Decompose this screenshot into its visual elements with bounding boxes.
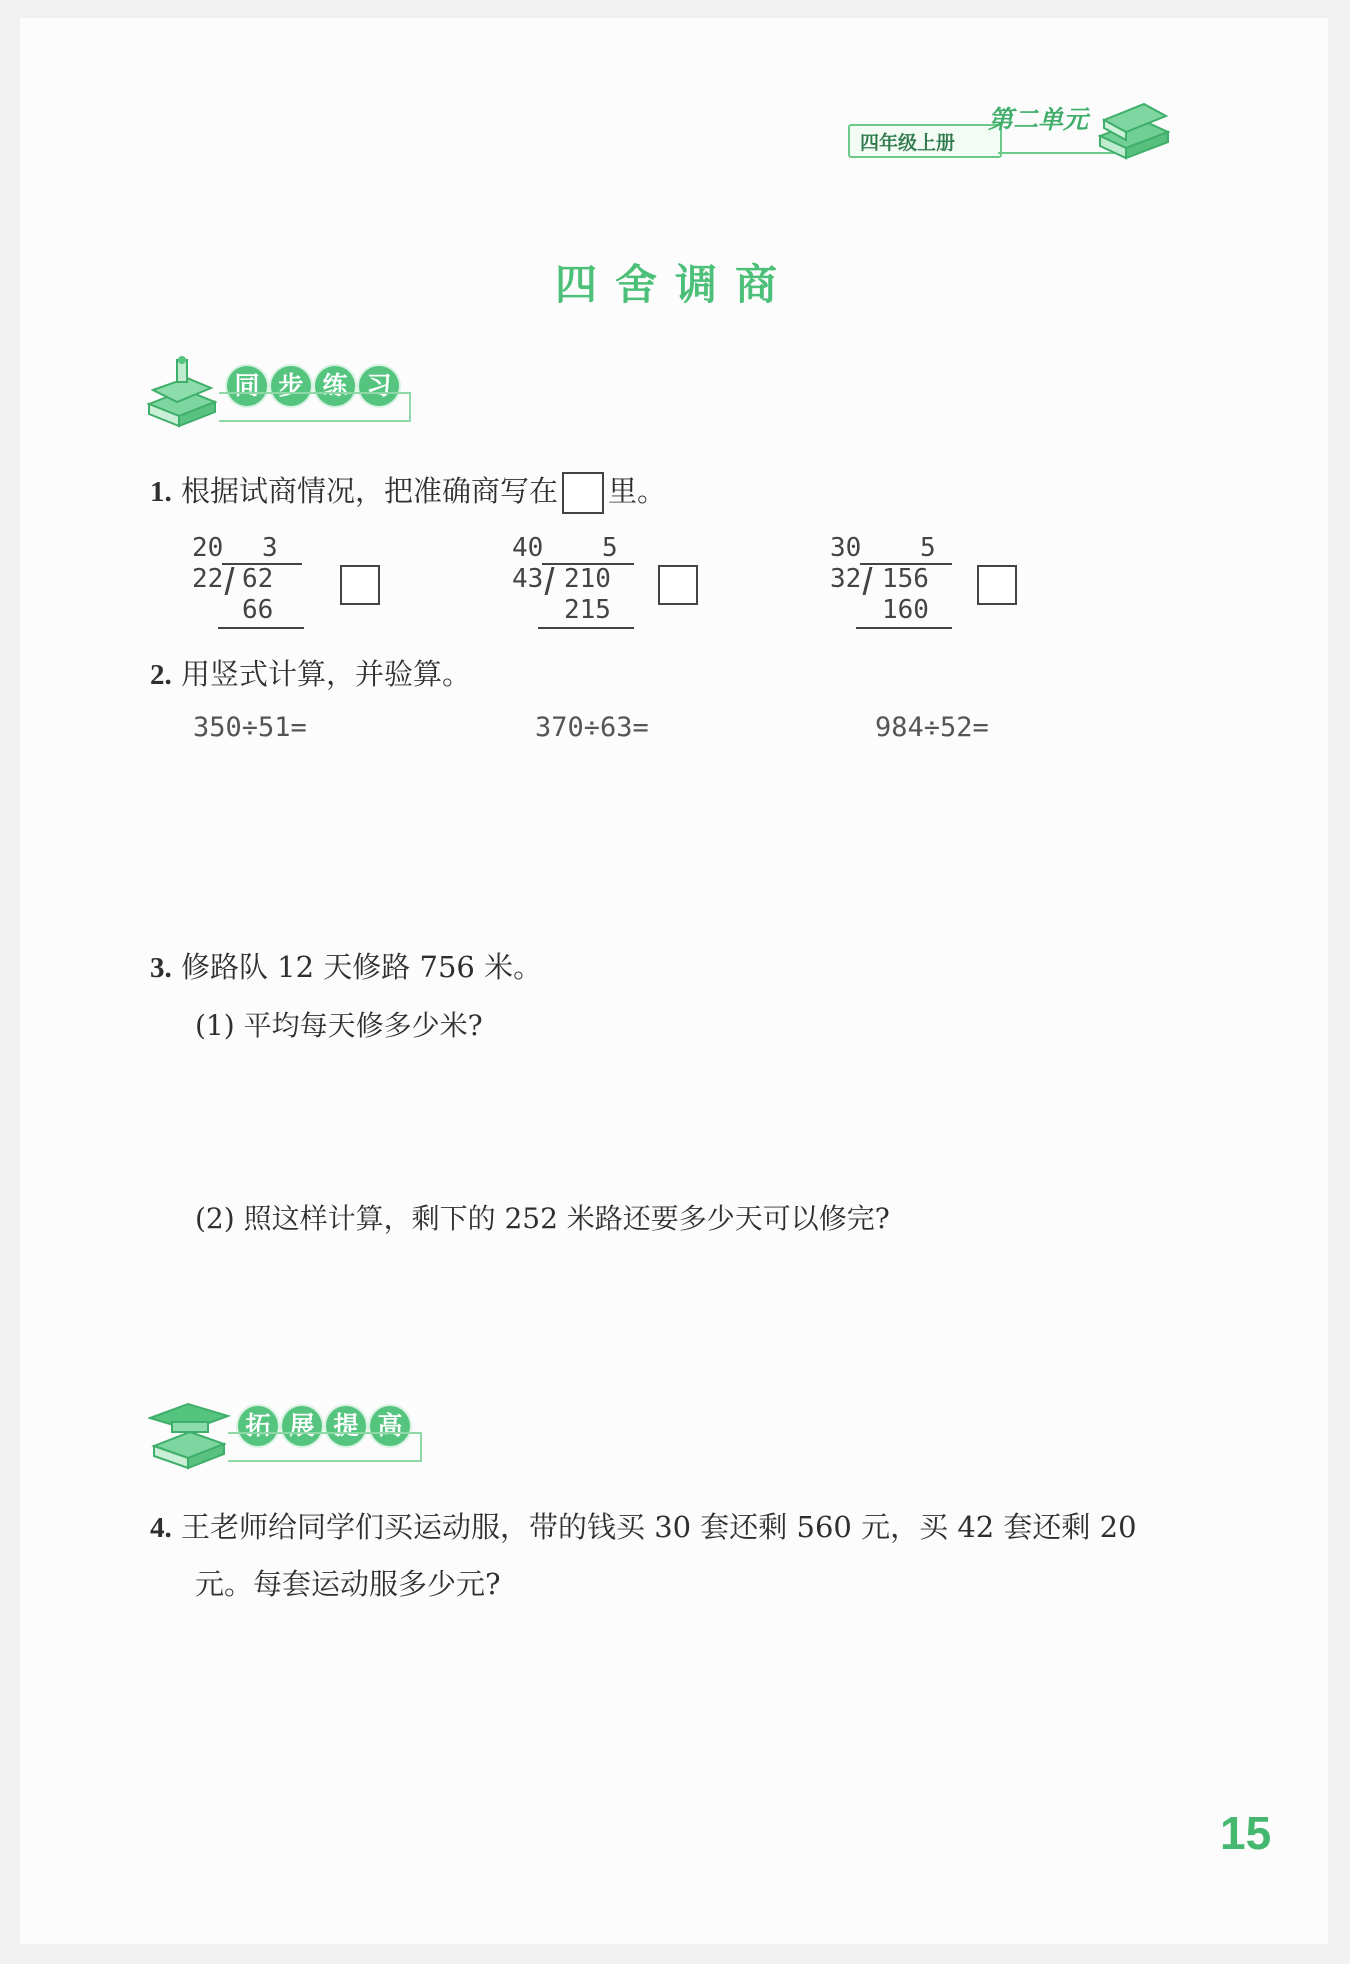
question-number: 2. bbox=[150, 659, 172, 691]
answer-box[interactable] bbox=[977, 565, 1017, 605]
expression: 350÷51= bbox=[193, 712, 307, 743]
division-bracket bbox=[863, 567, 873, 595]
product: 160 bbox=[882, 595, 929, 625]
question-4 bbox=[150, 1505, 1137, 1546]
subtraction-bar bbox=[218, 627, 304, 629]
trial-quotient: 40 bbox=[512, 533, 544, 563]
question-text: 王老师给同学们买运动服，带的钱买 30 套还剩 560 元，买 42 套还剩 20 bbox=[180, 1510, 1137, 1544]
sub-question-1: (1) 平均每天修多少米? bbox=[195, 1009, 483, 1042]
section-header-extension bbox=[148, 1396, 428, 1466]
section-char: 习 bbox=[359, 366, 399, 406]
divisor: 43 bbox=[512, 564, 544, 594]
subtraction-bar bbox=[538, 627, 634, 629]
question-text: 修路队 12 天修路 756 米。 bbox=[180, 950, 543, 984]
grade-box bbox=[848, 124, 1002, 158]
grade-label: 四年级上册 bbox=[860, 132, 956, 154]
page-title: 四舍调商 bbox=[554, 260, 795, 309]
question-4-continued: 元。每套运动服多少元? bbox=[195, 1567, 501, 1601]
division-problem bbox=[830, 533, 1050, 633]
section-underline bbox=[228, 1432, 422, 1462]
question-1 bbox=[150, 469, 666, 514]
question-number: 4. bbox=[150, 1512, 172, 1544]
trial-quotient: 30 bbox=[830, 533, 862, 563]
page-number: 15 bbox=[1220, 1807, 1272, 1859]
section-char: 步 bbox=[271, 366, 311, 406]
answer-box-icon bbox=[562, 472, 604, 514]
question-2 bbox=[150, 652, 471, 693]
section-char: 高 bbox=[370, 1406, 410, 1446]
dividend: 156 bbox=[882, 564, 929, 594]
expression: 370÷63= bbox=[535, 712, 649, 743]
question-3 bbox=[150, 945, 542, 986]
sub-question-2: (2) 照这样计算，剩下的 252 米路还要多少天可以修完? bbox=[195, 1202, 890, 1235]
expression: 984÷52= bbox=[875, 712, 989, 743]
estimated-quotient: 5 bbox=[920, 533, 936, 563]
unit-label: 第二单元 bbox=[988, 105, 1089, 134]
section-char: 同 bbox=[227, 366, 267, 406]
divisor: 22 bbox=[192, 564, 224, 594]
question-text: 用竖式计算，并验算。 bbox=[180, 657, 471, 691]
unit-badge bbox=[848, 96, 1178, 168]
divisor: 32 bbox=[830, 564, 862, 594]
estimated-quotient: 3 bbox=[262, 533, 278, 563]
division-problem bbox=[512, 533, 732, 633]
division-bracket bbox=[545, 567, 555, 595]
product: 215 bbox=[564, 595, 611, 625]
section-underline bbox=[219, 392, 411, 422]
dividend: 210 bbox=[564, 564, 611, 594]
section-char: 练 bbox=[315, 366, 355, 406]
estimated-quotient: 5 bbox=[602, 533, 618, 563]
question-number: 3. bbox=[150, 952, 172, 984]
answer-box[interactable] bbox=[340, 565, 380, 605]
section-header-practice bbox=[145, 356, 420, 426]
division-bracket bbox=[225, 567, 235, 595]
question-number: 1. bbox=[150, 476, 172, 508]
section-char: 提 bbox=[326, 1406, 366, 1446]
graduation-cap-icon bbox=[148, 1396, 232, 1472]
books-icon bbox=[145, 356, 221, 430]
question-text: 根据试商情况，把准确商写在 bbox=[180, 474, 558, 508]
section-char: 展 bbox=[282, 1406, 322, 1446]
product: 66 bbox=[242, 595, 274, 625]
trial-quotient: 20 bbox=[192, 533, 224, 563]
dividend: 62 bbox=[242, 564, 274, 594]
section-char: 拓 bbox=[238, 1406, 278, 1446]
books-icon bbox=[1094, 96, 1174, 162]
question-text: 里。 bbox=[607, 474, 666, 508]
subtraction-bar bbox=[856, 627, 952, 629]
answer-box[interactable] bbox=[658, 565, 698, 605]
